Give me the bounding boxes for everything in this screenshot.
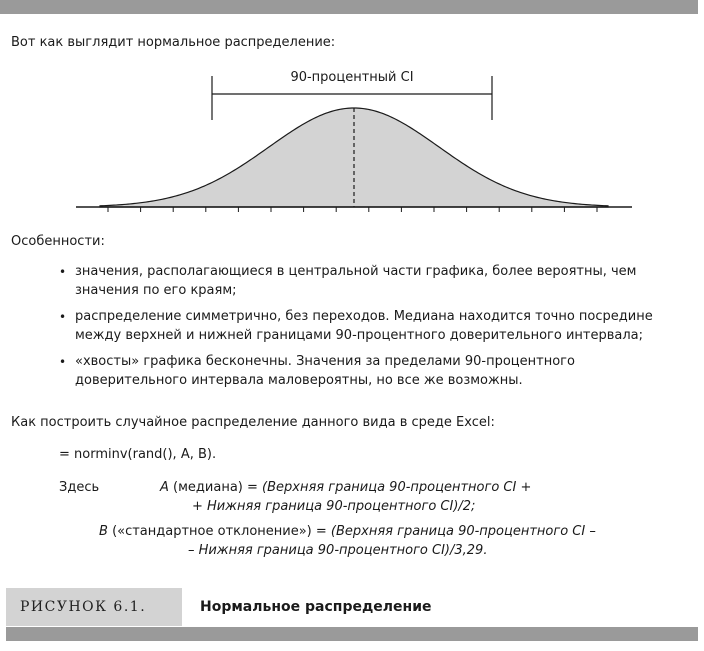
caption-label: РИСУНОК 6.1. — [20, 599, 147, 615]
bullet-2-line-1: распределение симметрично, без переходов. Медиана находится точно посредине — [75, 309, 653, 324]
bullet-2-line-2: между верхней и нижней границами 90-процентного доверительного интервала; — [75, 328, 644, 343]
ci-label: 90-процентный CI — [290, 70, 414, 85]
bullet-1-line-2: значения по его краям; — [75, 283, 237, 298]
b-variable: B — [99, 524, 108, 539]
bullet-dot: • — [59, 355, 67, 369]
b-description: («стандартное отклонение») = — [112, 524, 327, 539]
bottom-decorative-bar — [6, 627, 698, 641]
features-heading: Особенности: — [11, 234, 105, 249]
bullet-dot: • — [59, 310, 67, 324]
excel-formula: = norminv(rand(), A, B). — [59, 447, 217, 462]
a-expression-1: (Верхняя граница 90-процентного CI + — [262, 480, 532, 495]
normal-distribution-figure — [0, 0, 704, 230]
bullet-3-line-1: «хвосты» графика бесконечны. Значения за пределами 90-процентного — [75, 354, 575, 369]
a-expression-2: + Нижняя граница 90-процентного CI)/2; — [192, 499, 476, 514]
bullet-3-line-2: доверительного интервала маловероятны, но все же возможны. — [75, 373, 523, 388]
a-definition-line-1 — [160, 479, 531, 497]
intro-text: Вот как выглядит нормальное распределение: — [11, 35, 336, 50]
b-expression-2: – Нижняя граница 90-процентного CI)/3,29. — [188, 543, 488, 558]
a-variable: A — [160, 480, 169, 495]
bullet-1-line-1: значения, располагающиеся в центральной части графика, более вероятны, чем — [75, 264, 637, 279]
b-expression-1: (Верхняя граница 90-процентного CI – — [330, 524, 596, 539]
b-definition-line-1 — [99, 523, 596, 541]
bullet-dot: • — [59, 265, 67, 279]
a-description: (медиана) = — [173, 480, 258, 495]
caption-title: Нормальное распределение — [200, 599, 432, 615]
excel-heading: Как построить случайное распределение данного вида в среде Excel: — [11, 415, 495, 430]
where-word: Здесь — [59, 480, 100, 495]
